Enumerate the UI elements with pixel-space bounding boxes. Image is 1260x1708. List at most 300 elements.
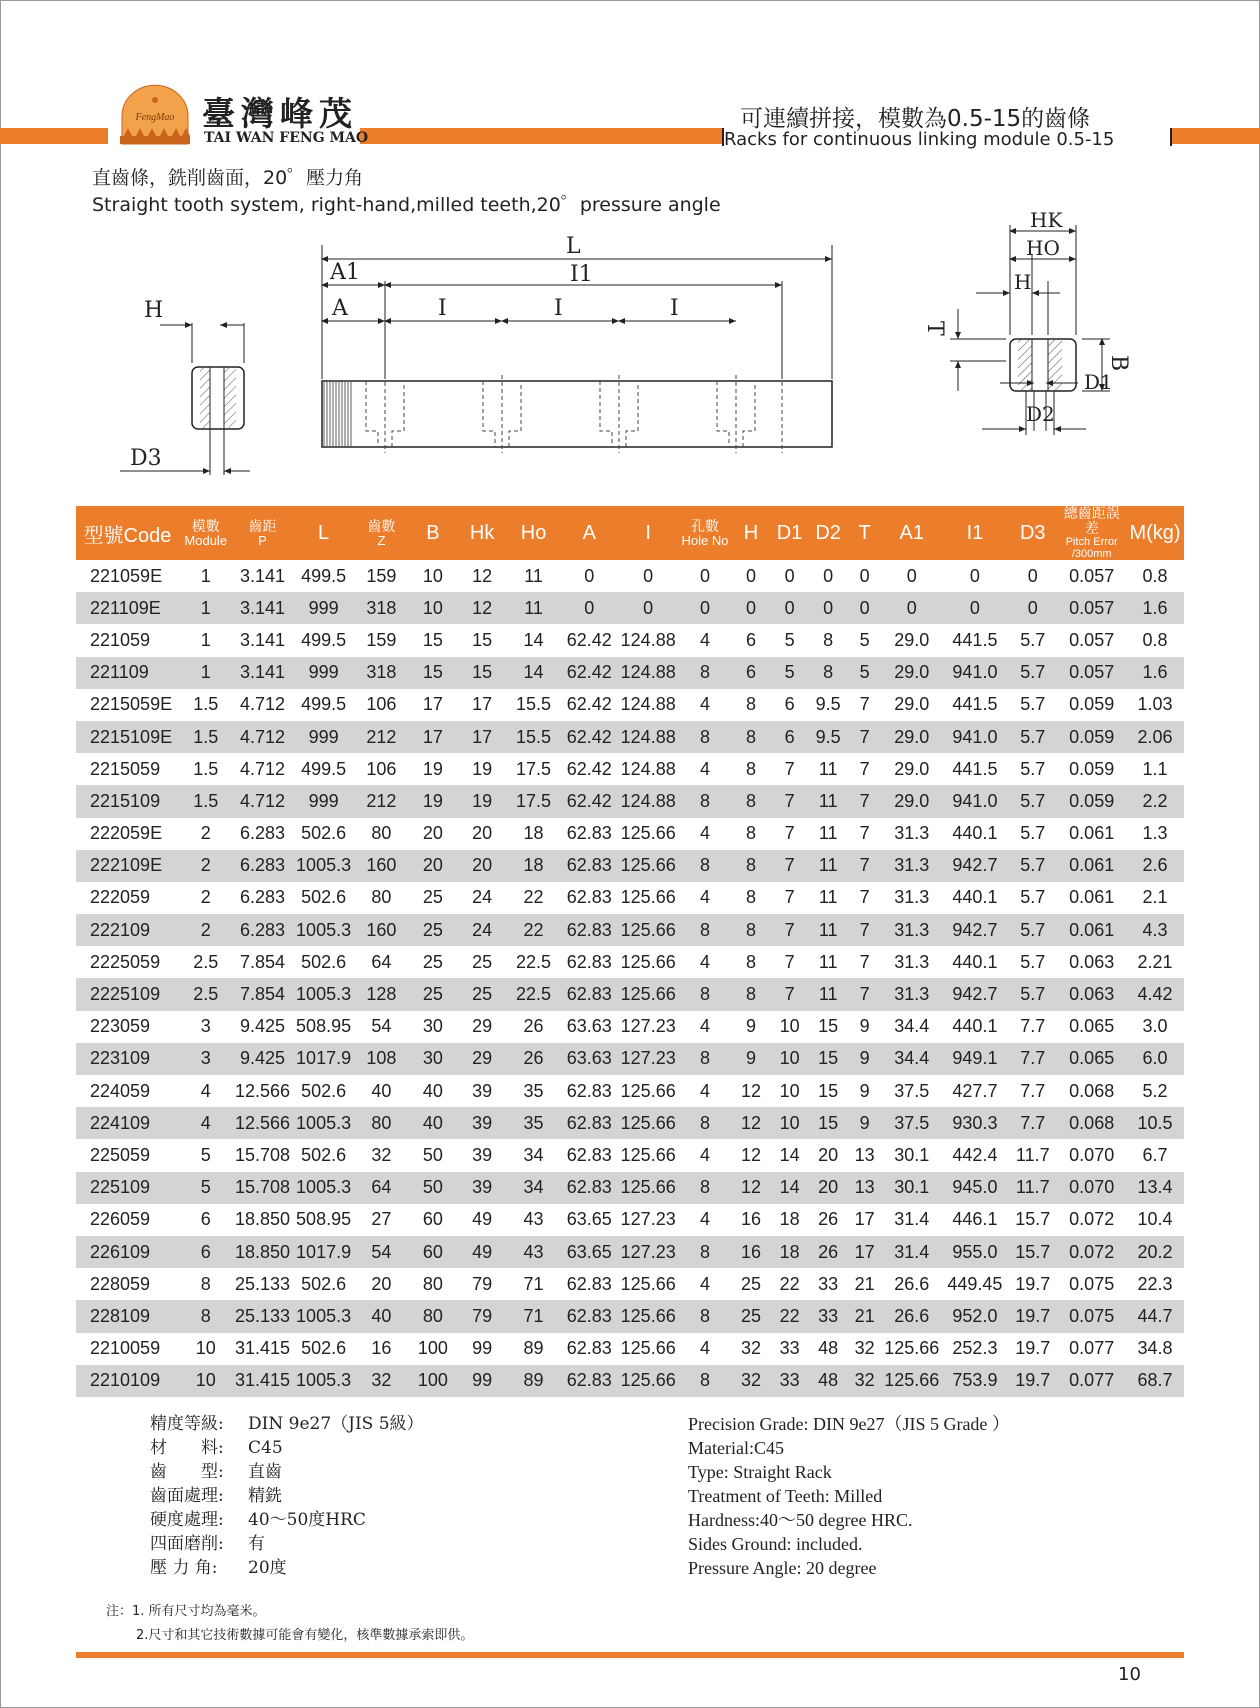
cell-code: 224109 xyxy=(76,1107,179,1139)
table-cell: 10 xyxy=(422,565,443,586)
table-cell: 4 xyxy=(699,1273,710,1294)
table-cell: 12 xyxy=(732,1107,771,1139)
table-cell: 0 xyxy=(809,592,848,624)
table-cell: 63.63 xyxy=(566,1016,612,1037)
footnote-1: 注：1. 所有尺寸均為毫米。 xyxy=(106,1604,266,1619)
table-cell: 15.5 xyxy=(516,694,552,715)
table-cell: 32 xyxy=(847,1365,881,1397)
table-cell: 12.566 xyxy=(233,1107,293,1139)
dim-label-d2: D2 xyxy=(1026,402,1055,426)
table-cell: 1.5 xyxy=(193,694,219,715)
table-cell: 62.42 xyxy=(566,758,612,779)
table-row xyxy=(76,721,1184,753)
subtitle-cn: 直齒條，銑削齒面，20゜壓力角 xyxy=(92,167,364,189)
cell-code: 2225059 xyxy=(90,951,161,972)
table-cell: 7 xyxy=(770,914,809,946)
table-row xyxy=(76,1043,1184,1075)
table-cell: 31.4 xyxy=(894,1209,930,1230)
table-cell: 8 xyxy=(678,1043,732,1075)
table-cell: 4.42 xyxy=(1126,978,1184,1010)
table-cell: 0 xyxy=(823,565,834,586)
spec-label: 壓 力 角: xyxy=(150,1558,218,1578)
table-cell: 29.0 xyxy=(894,694,930,715)
table-cell: 71 xyxy=(507,1300,561,1332)
table-cell: 40 xyxy=(422,1080,443,1101)
spec-value: 精銑 xyxy=(248,1486,282,1506)
table-cell: 5.2 xyxy=(1142,1080,1168,1101)
table-cell: 31.4 xyxy=(882,1236,942,1268)
table-cell: 0 xyxy=(1008,592,1057,624)
table-cell: 18.850 xyxy=(234,1209,291,1230)
rack-cross-section xyxy=(922,208,1131,435)
table-cell: 8 xyxy=(746,694,757,715)
table-cell: 440.1 xyxy=(952,823,998,844)
table-cell: 39 xyxy=(458,1172,507,1204)
table-cell: 4 xyxy=(699,694,710,715)
table-row xyxy=(76,560,1184,592)
spec-label: 精度等級: xyxy=(150,1414,224,1434)
table-cell: 62.42 xyxy=(560,657,618,689)
table-cell: 127.23 xyxy=(620,1209,676,1230)
table-cell: 0.070 xyxy=(1057,1172,1126,1204)
table-cell: 13.4 xyxy=(1126,1172,1184,1204)
table-cell: 40 xyxy=(355,1300,409,1332)
table-cell: 7 xyxy=(859,951,870,972)
spec-row-en: Sides Ground: included. xyxy=(688,1534,863,1554)
spec-value: 直齒 xyxy=(248,1462,282,1482)
table-cell: 1.5 xyxy=(193,758,219,779)
table-cell: 499.5 xyxy=(301,758,347,779)
table-cell: 5.7 xyxy=(1020,951,1046,972)
header-bar-left xyxy=(0,128,108,144)
column-header: A1 xyxy=(882,506,942,560)
table-cell: 11 xyxy=(507,592,561,624)
table-cell: 6.283 xyxy=(239,823,286,844)
table-cell: 25 xyxy=(408,914,457,946)
table-row xyxy=(76,657,1184,689)
dim-label-h-section: H xyxy=(1014,270,1032,294)
table-cell: 127.23 xyxy=(618,1236,678,1268)
table-cell: 62.83 xyxy=(560,1365,618,1397)
table-cell: 31.3 xyxy=(894,951,930,972)
cell-code: 222059 xyxy=(90,887,151,908)
table-cell: 9.5 xyxy=(809,721,848,753)
spec-row-en: Pressure Angle: 20 degree xyxy=(688,1558,877,1578)
table-cell: 1005.3 xyxy=(293,850,355,882)
table-cell: 508.95 xyxy=(296,1016,352,1037)
page-number: 10 xyxy=(1118,1664,1141,1685)
column-header: 齒數 Z xyxy=(355,506,409,560)
table-cell: 8 xyxy=(678,850,732,882)
table-cell: 955.0 xyxy=(942,1236,1008,1268)
table-cell: 0.072 xyxy=(1057,1236,1126,1268)
table-cell: 19 xyxy=(408,785,457,817)
table-cell: 4 xyxy=(699,758,710,779)
table-cell: 1.1 xyxy=(1142,758,1168,779)
table-row xyxy=(76,689,1184,721)
table-cell: 12 xyxy=(458,592,507,624)
table-cell: 0.057 xyxy=(1057,657,1126,689)
table-cell: 5.7 xyxy=(1020,823,1046,844)
table-row xyxy=(76,1236,1184,1268)
table-cell: 15.708 xyxy=(234,1144,291,1165)
table-cell: 27 xyxy=(371,1209,392,1230)
table-cell: 43 xyxy=(523,1209,544,1230)
table-cell: 54 xyxy=(355,1236,409,1268)
table-row xyxy=(76,753,1184,785)
spec-row-cn xyxy=(150,1484,424,1508)
table-cell: 0 xyxy=(678,592,732,624)
spec-row-en: Treatment of Teeth: Milled xyxy=(688,1486,883,1506)
table-cell: 8 xyxy=(678,1107,732,1139)
table-cell: 502.6 xyxy=(301,887,347,908)
table-cell: 1.5 xyxy=(179,785,233,817)
table-cell: 3.141 xyxy=(233,592,293,624)
table-cell: 4 xyxy=(699,1016,710,1037)
table-cell: 15.708 xyxy=(233,1172,293,1204)
table-cell: 3.141 xyxy=(233,657,293,689)
cell-code: 224059 xyxy=(90,1080,151,1101)
table-cell: 32 xyxy=(371,1144,392,1165)
table-cell: 3 xyxy=(200,1016,211,1037)
table-cell: 1.6 xyxy=(1126,657,1184,689)
column-header: D3 xyxy=(1008,506,1057,560)
table-cell: 14 xyxy=(779,1144,800,1165)
table-cell: 441.5 xyxy=(952,629,998,650)
table-cell: 8 xyxy=(678,978,732,1010)
cell-code: 2215059 xyxy=(90,758,161,779)
table-cell: 7 xyxy=(847,850,881,882)
table-cell: 48 xyxy=(818,1338,839,1359)
table-cell: 5 xyxy=(179,1172,233,1204)
table-cell: 44.7 xyxy=(1126,1300,1184,1332)
table-cell: 62.42 xyxy=(560,721,618,753)
table-cell: 6 xyxy=(179,1236,233,1268)
table-cell: 37.5 xyxy=(894,1080,930,1101)
table-cell: 19.7 xyxy=(1008,1300,1057,1332)
table-cell: 127.23 xyxy=(620,1016,676,1037)
table-cell: 35 xyxy=(523,1080,544,1101)
spec-value: DIN 9e27（JIS 5級） xyxy=(248,1414,424,1434)
table-cell: 54 xyxy=(371,1016,392,1037)
table-cell: 508.95 xyxy=(296,1209,352,1230)
table-cell: 8 xyxy=(809,657,848,689)
table-cell: 12 xyxy=(732,1172,771,1204)
table-cell: 125.66 xyxy=(620,887,676,908)
table-cell: 7.7 xyxy=(1020,1016,1046,1037)
table-cell: 6.283 xyxy=(239,887,286,908)
spec-label: 四面磨削: xyxy=(150,1534,224,1554)
table-cell: 125.66 xyxy=(620,951,676,972)
table-cell: 0.061 xyxy=(1057,914,1126,946)
table-cell: 949.1 xyxy=(942,1043,1008,1075)
table-cell: 124.88 xyxy=(620,629,676,650)
table-cell: 20 xyxy=(809,1172,848,1204)
table-cell: 50 xyxy=(422,1144,443,1165)
table-cell: 125.66 xyxy=(618,850,678,882)
spec-row-cn xyxy=(150,1556,424,1580)
table-cell: 25 xyxy=(472,951,493,972)
table-cell: 18 xyxy=(523,823,544,844)
table-cell: 15 xyxy=(809,1107,848,1139)
table-cell: 62.83 xyxy=(560,1172,618,1204)
table-cell: 8 xyxy=(678,721,732,753)
table-cell: 39 xyxy=(458,1107,507,1139)
specs-en xyxy=(688,1412,1010,1580)
table-cell: 8 xyxy=(732,978,771,1010)
table-cell: 7 xyxy=(859,887,870,908)
table-cell: 15 xyxy=(472,629,493,650)
table-cell: 8 xyxy=(678,657,732,689)
table-cell: 62.83 xyxy=(566,887,612,908)
table-cell: 31.3 xyxy=(894,823,930,844)
table-cell: 0.8 xyxy=(1142,629,1168,650)
table-cell: 4 xyxy=(699,951,710,972)
table-cell: 212 xyxy=(355,785,409,817)
table-cell: 49 xyxy=(472,1209,493,1230)
table-cell: 15 xyxy=(818,1080,839,1101)
table-cell: 7 xyxy=(847,785,881,817)
spec-label: 齒面處理: xyxy=(150,1486,224,1506)
table-cell: 1 xyxy=(179,657,233,689)
cell-code: 221059 xyxy=(90,629,151,650)
table-cell: 29.0 xyxy=(894,629,930,650)
table-cell: 7 xyxy=(784,951,795,972)
table-cell: 8 xyxy=(678,785,732,817)
table-cell: 14 xyxy=(523,629,544,650)
table-cell: 127.23 xyxy=(618,1043,678,1075)
table-cell: 79 xyxy=(458,1300,507,1332)
table-cell: 0 xyxy=(784,565,795,586)
table-cell: 125.66 xyxy=(618,978,678,1010)
table-cell: 3.141 xyxy=(239,565,286,586)
table-cell: 62.42 xyxy=(566,694,612,715)
table-row xyxy=(76,850,1184,882)
table-cell: 125.66 xyxy=(618,1300,678,1332)
table-cell: 0 xyxy=(906,565,917,586)
table-cell: 62.42 xyxy=(566,629,612,650)
table-cell: 29 xyxy=(458,1043,507,1075)
table-cell: 100 xyxy=(408,1365,457,1397)
table-cell: 7.854 xyxy=(239,951,286,972)
table-cell: 2.2 xyxy=(1126,785,1184,817)
cell-code: 225109 xyxy=(76,1172,179,1204)
table-cell: 62.83 xyxy=(566,1338,612,1359)
column-header: Ho xyxy=(507,506,561,560)
table-cell: 19.7 xyxy=(1008,1365,1057,1397)
table-cell: 124.88 xyxy=(620,694,676,715)
table-cell: 12 xyxy=(741,1080,762,1101)
table-cell: 125.66 xyxy=(618,1172,678,1204)
table-cell: 442.4 xyxy=(952,1144,998,1165)
table-cell: 4 xyxy=(699,1080,710,1101)
table-cell: 0 xyxy=(969,565,980,586)
table-cell: 160 xyxy=(355,914,409,946)
table-cell: 18 xyxy=(507,850,561,882)
table-cell: 941.0 xyxy=(942,657,1008,689)
table-cell: 24 xyxy=(472,887,493,908)
header-bar-mid xyxy=(360,128,722,144)
table-cell: 4 xyxy=(179,1107,233,1139)
table-cell: 10.5 xyxy=(1126,1107,1184,1139)
table-cell: 33 xyxy=(779,1338,800,1359)
table-cell: 1 xyxy=(200,565,211,586)
brand-name-cn: 臺灣峰茂 xyxy=(202,94,358,133)
table-cell: 25 xyxy=(741,1273,762,1294)
table-cell: 0.077 xyxy=(1069,1338,1115,1359)
table-cell: 125.66 xyxy=(884,1338,940,1359)
table-cell: 502.6 xyxy=(301,951,347,972)
spec-row-cn xyxy=(150,1532,424,1556)
table-cell: 32 xyxy=(741,1338,762,1359)
table-cell: 0.063 xyxy=(1057,978,1126,1010)
table-cell: 1005.3 xyxy=(293,1300,355,1332)
table-cell: 62.83 xyxy=(566,1080,612,1101)
table-cell: 0 xyxy=(732,592,771,624)
table-cell: 5 xyxy=(859,629,870,650)
table-cell: 11.7 xyxy=(1008,1172,1057,1204)
table-cell: 4 xyxy=(699,823,710,844)
spec-label: 齒 型: xyxy=(150,1462,224,1482)
table-cell: 9.425 xyxy=(239,1016,286,1037)
table-cell: 7 xyxy=(784,887,795,908)
spec-row-cn xyxy=(150,1412,424,1436)
dim-label-i: I xyxy=(670,296,679,321)
column-header: L xyxy=(293,506,355,560)
column-header: 孔數 Hole No xyxy=(678,506,732,560)
table-cell: 62.83 xyxy=(560,850,618,882)
table-cell: 4 xyxy=(200,1080,211,1101)
spec-value: 20度 xyxy=(248,1558,287,1578)
table-cell: 20 xyxy=(472,823,493,844)
table-cell: 50 xyxy=(408,1172,457,1204)
table-cell: 9 xyxy=(732,1043,771,1075)
subtitle-en: Straight tooth system, right-hand,milled teeth,20゜pressure angle xyxy=(92,194,721,216)
table-cell: 499.5 xyxy=(301,565,347,586)
table-cell: 25 xyxy=(732,1300,771,1332)
table-cell: 31.3 xyxy=(882,978,942,1010)
table-cell: 34 xyxy=(523,1144,544,1165)
table-cell: 10 xyxy=(779,1080,800,1101)
table-cell: 3.141 xyxy=(239,629,286,650)
table-cell: 0.057 xyxy=(1057,592,1126,624)
table-cell: 0.063 xyxy=(1069,951,1115,972)
table-cell: 80 xyxy=(355,1107,409,1139)
table-cell: 4 xyxy=(699,887,710,908)
table-cell: 0.072 xyxy=(1069,1209,1115,1230)
table-cell: 942.7 xyxy=(942,850,1008,882)
table-cell: 449.45 xyxy=(947,1273,1003,1294)
dim-label-h: H xyxy=(144,298,164,323)
table-cell: 10 xyxy=(179,1365,233,1397)
table-cell: 18 xyxy=(779,1209,800,1230)
dim-label-d3: D3 xyxy=(130,446,162,471)
table-cell: 34.8 xyxy=(1137,1338,1173,1359)
table-cell: 32 xyxy=(732,1365,771,1397)
table-cell: 25 xyxy=(458,978,507,1010)
table-cell: 100 xyxy=(417,1338,448,1359)
table-cell: 446.1 xyxy=(952,1209,998,1230)
table-cell: 212 xyxy=(355,721,409,753)
table-cell: 7 xyxy=(847,721,881,753)
table-row xyxy=(76,1204,1184,1236)
table-cell: 17 xyxy=(408,721,457,753)
table-cell: 22 xyxy=(523,887,544,908)
table-cell: 31.3 xyxy=(882,914,942,946)
table-cell: 7 xyxy=(859,758,870,779)
table-cell: 26.6 xyxy=(894,1273,930,1294)
table-cell: 8 xyxy=(179,1300,233,1332)
table-cell: 0.059 xyxy=(1069,694,1115,715)
table-cell: 17 xyxy=(854,1209,875,1230)
table-cell: 6 xyxy=(732,657,771,689)
table-cell: 502.6 xyxy=(301,1144,347,1165)
table-cell: 0.061 xyxy=(1069,823,1115,844)
table-cell: 4.3 xyxy=(1126,914,1184,946)
table-cell: 13 xyxy=(854,1144,875,1165)
table-cell: 12 xyxy=(741,1144,762,1165)
table-cell: 4.712 xyxy=(239,758,286,779)
table-cell: 2 xyxy=(200,823,211,844)
table-cell: 1005.3 xyxy=(293,1107,355,1139)
table-cell: 7 xyxy=(770,785,809,817)
table-cell: 26 xyxy=(818,1209,839,1230)
table-cell: 22.5 xyxy=(507,978,561,1010)
fengmao-logo xyxy=(116,86,194,148)
spec-row-cn xyxy=(150,1508,424,1532)
table-cell: 33 xyxy=(770,1365,809,1397)
cell-code: 225059 xyxy=(90,1144,151,1165)
table-cell: 25.133 xyxy=(234,1273,291,1294)
table-cell: 11 xyxy=(809,785,848,817)
table-cell: 0.061 xyxy=(1057,850,1126,882)
table-cell: 7.7 xyxy=(1020,1080,1046,1101)
table-cell: 0 xyxy=(882,592,942,624)
cell-code: 2225109 xyxy=(76,978,179,1010)
table-cell: 26 xyxy=(809,1236,848,1268)
table-cell: 4 xyxy=(699,1338,710,1359)
table-cell: 9 xyxy=(859,1016,870,1037)
table-cell: 8 xyxy=(678,1365,732,1397)
column-header: 模數 Module xyxy=(179,506,233,560)
table-row xyxy=(76,1333,1184,1365)
table-cell: 11 xyxy=(809,850,848,882)
table-cell: 31.3 xyxy=(894,887,930,908)
table-cell: 10 xyxy=(779,1016,800,1037)
table-cell: 8 xyxy=(678,914,732,946)
table-cell: 5.7 xyxy=(1020,887,1046,908)
table-cell: 5.7 xyxy=(1020,629,1046,650)
table-cell: 99 xyxy=(472,1338,493,1359)
table-cell: 7.7 xyxy=(1008,1107,1057,1139)
cell-code: 2215109E xyxy=(76,721,179,753)
table-cell: 62.42 xyxy=(560,785,618,817)
table-cell: 5.7 xyxy=(1020,694,1046,715)
table-cell: 7 xyxy=(770,978,809,1010)
table-cell: 9 xyxy=(746,1016,757,1037)
table-cell: 8 xyxy=(823,629,834,650)
table-cell: 108 xyxy=(355,1043,409,1075)
table-cell: 33 xyxy=(818,1273,839,1294)
table-row xyxy=(76,592,1184,624)
table-cell: 942.7 xyxy=(942,978,1008,1010)
table-cell: 0 xyxy=(847,592,881,624)
table-cell: 3.0 xyxy=(1142,1016,1168,1037)
dim-label-a1: A1 xyxy=(330,260,360,285)
table-cell: 26 xyxy=(507,1043,561,1075)
table-cell: 0.8 xyxy=(1142,565,1168,586)
table-cell: 440.1 xyxy=(952,1016,998,1037)
